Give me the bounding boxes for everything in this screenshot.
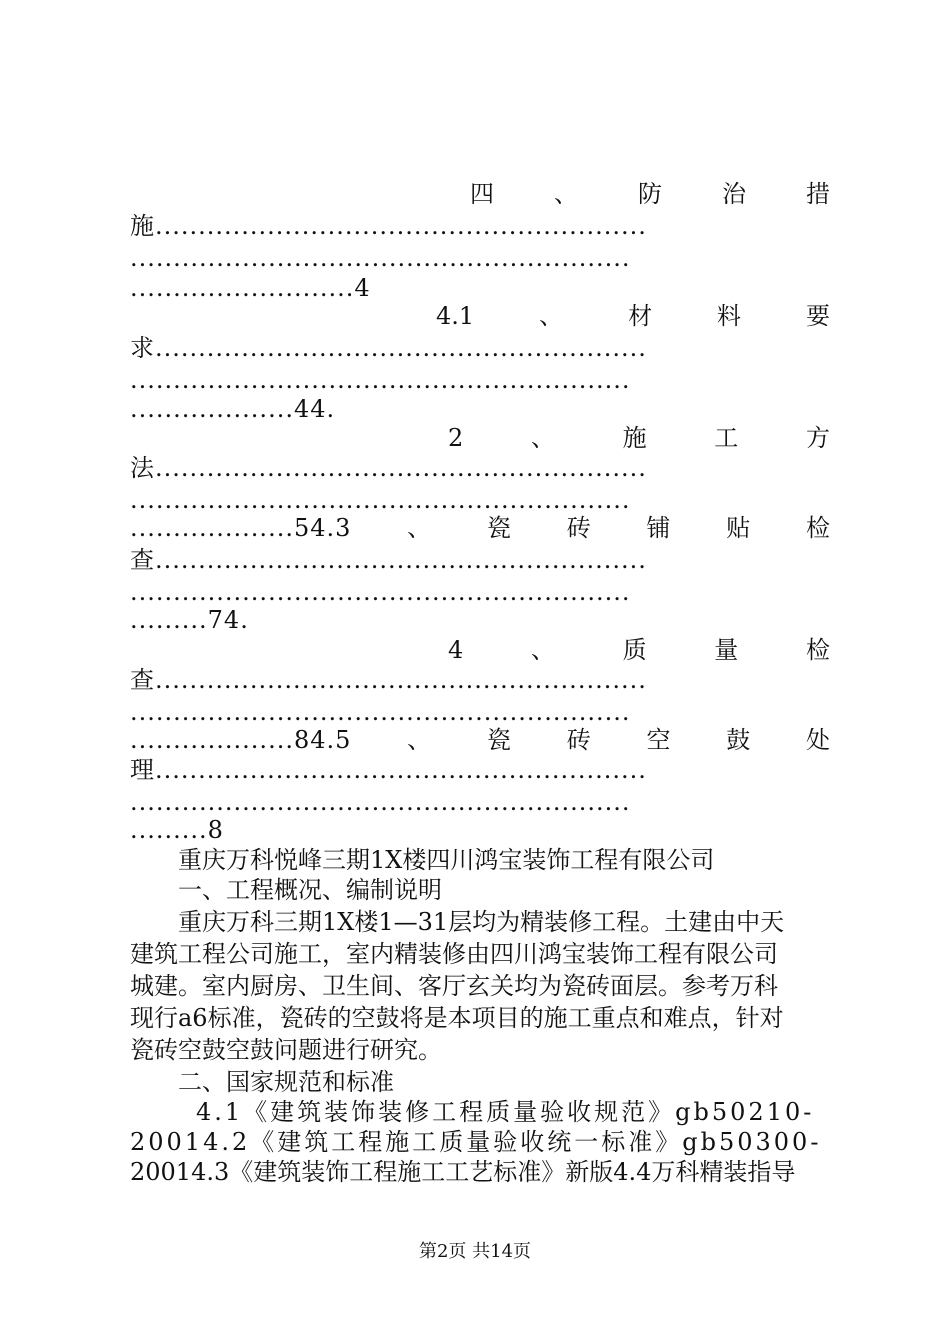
toc-word: 砖 [566, 726, 591, 754]
toc-entry-6-leader: 理......................................................... [130, 756, 647, 784]
toc-entry-2-leader: 求......................................................... [130, 334, 647, 362]
toc-entry-3-leader: 法......................................................... [130, 454, 647, 482]
toc-word: 、 [539, 302, 564, 330]
toc-entry-1-page: ..........................4 [130, 274, 371, 302]
page-footer: 第2页 共14页 [418, 1241, 532, 1262]
toc-word: 、 [530, 424, 555, 452]
toc-word: 工 [714, 424, 739, 452]
toc-word: 2 [448, 424, 464, 452]
toc-word: 鼓 [726, 726, 751, 754]
toc-entry-1-heading [470, 178, 830, 210]
standards-line: 20014.3《建筑装饰工程施工工艺标准》新版4.4万科精装指导 [130, 1158, 796, 1186]
toc-entry-3-page-and-entry-4-heading [130, 512, 830, 544]
standards-line: 4.1《建筑装饰装修工程质量验收规范》gb50210- [196, 1098, 815, 1126]
section-heading-overview: 一、工程概况、编制说明 [178, 876, 442, 904]
toc-entry-1-leader: 施......................................................... [130, 212, 647, 240]
toc-word: 方 [805, 424, 830, 452]
toc-word: 空 [646, 726, 671, 754]
toc-word: 、 [407, 726, 432, 754]
toc-word: ...................84.5 [130, 726, 352, 754]
toc-word: 措 [806, 180, 830, 208]
toc-word: 防 [638, 180, 662, 208]
toc-word: 贴 [726, 514, 751, 542]
toc-word: 瓷 [486, 514, 511, 542]
toc-word: 检 [805, 636, 830, 664]
toc-word: 砖 [566, 514, 591, 542]
toc-word: 施 [622, 424, 647, 452]
toc-entry-5-heading [448, 634, 830, 666]
toc-word: 4.1 [436, 302, 475, 330]
section-heading-standards: 二、国家规范和标准 [178, 1068, 394, 1096]
paragraph-line: 城建。室内厨房、卫生间、客厅玄关均为瓷砖面层。参考万科 [130, 972, 778, 1000]
toc-word: 、 [554, 180, 578, 208]
toc-word: 质 [622, 636, 647, 664]
toc-entry-3-heading [448, 422, 830, 454]
toc-word: 四 [470, 180, 494, 208]
toc-word: 材 [628, 302, 653, 330]
toc-entry-1-leader: .......................................................... [130, 244, 631, 272]
toc-entry-4-page: .........74. [130, 606, 249, 634]
paragraph-line: 建筑工程公司施工，室内精装修由四川鸿宝装饰工程有限公司 [130, 940, 778, 968]
toc-entry-4-leader: 查......................................................... [130, 546, 647, 574]
paragraph-line: 瓷砖空鼓空鼓问题进行研究。 [130, 1036, 442, 1064]
toc-entry-2-page: ...................44. [130, 395, 336, 423]
standards-line: 20014.2《建筑工程施工质量验收统一标准》gb50300- [130, 1128, 822, 1156]
paragraph-line: 现行a6标准，瓷砖的空鼓将是本项目的施工重点和难点，针对 [130, 1004, 784, 1032]
toc-entry-5-leader: .......................................................... [130, 698, 631, 726]
toc-entry-3-leader: .......................................................... [130, 486, 631, 514]
toc-word: ...................54.3 [130, 514, 352, 542]
toc-entry-4-leader: .......................................................... [130, 578, 631, 606]
toc-word: 4 [448, 636, 464, 664]
toc-entry-6-page: .........8 [130, 816, 224, 844]
toc-word: 料 [717, 302, 742, 330]
toc-word: 量 [714, 636, 739, 664]
toc-word: 治 [722, 180, 746, 208]
toc-entry-2-heading [436, 300, 830, 332]
toc-entry-6-leader: .......................................................... [130, 788, 631, 816]
toc-word: 检 [805, 514, 830, 542]
toc-word: 要 [805, 302, 830, 330]
paragraph-line: 重庆万科三期1X楼1—31层均为精装修工程。土建由中天 [178, 908, 785, 936]
toc-entry-2-leader: .......................................................... [130, 366, 631, 394]
toc-entry-5-leader: 查......................................................... [130, 666, 647, 694]
toc-word: 铺 [646, 514, 671, 542]
company-line: 重庆万科悦峰三期1X楼四川鸿宝装饰工程有限公司 [178, 846, 715, 874]
toc-word: 、 [407, 514, 432, 542]
toc-word: 处 [805, 726, 830, 754]
toc-word: 瓷 [486, 726, 511, 754]
toc-entry-5-page-and-entry-6-heading [130, 724, 830, 756]
toc-word: 、 [530, 636, 555, 664]
